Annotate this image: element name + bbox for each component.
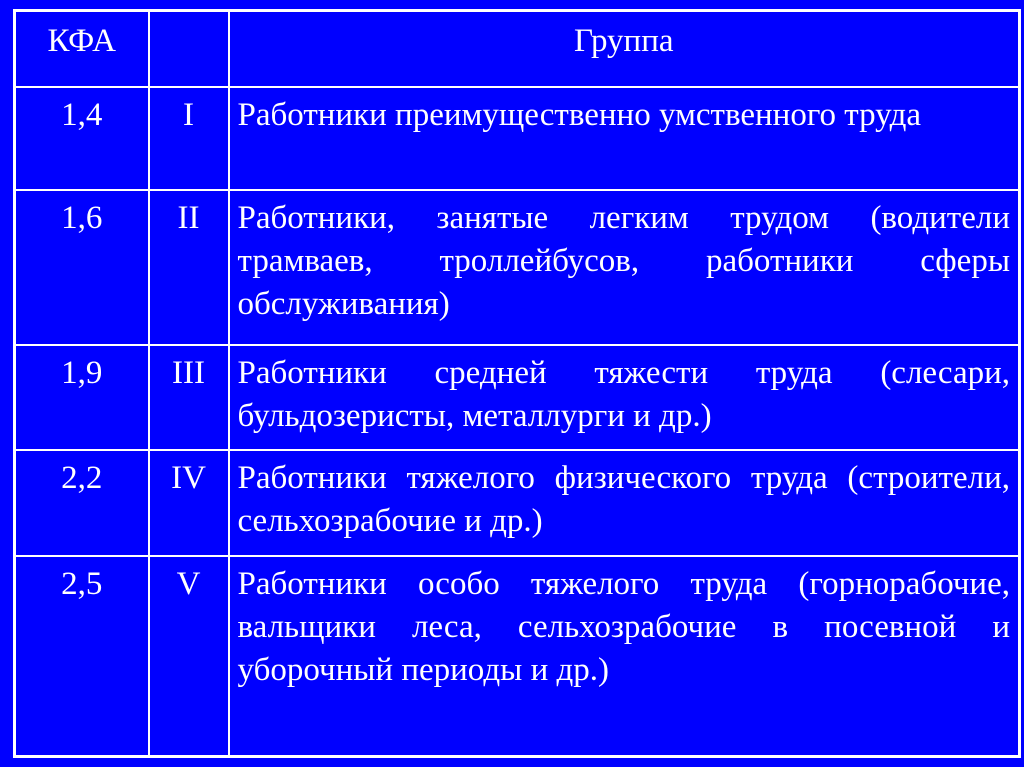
group-number: I [149, 87, 229, 190]
group-number: V [149, 556, 229, 756]
group-description: Работники особо тяжелого труда (горнорабочие, вальщики леса, сельхозрабочие в посевной и уборочный периоды и др.) [229, 556, 1020, 756]
group-number: II [149, 190, 229, 345]
kfa-value: 2,5 [15, 556, 149, 756]
table-row [15, 87, 1020, 190]
kfa-value: 2,2 [15, 450, 149, 556]
group-description: Работники, занятые легким трудом (водители трамваев, троллейбусов, работники сферы обслуживания) [229, 190, 1020, 345]
table-row [15, 556, 1020, 756]
table-body [15, 87, 1020, 756]
header-row [15, 11, 1020, 88]
group-description: Работники тяжелого физического труда (строители, сельхозрабочие и др.) [229, 450, 1020, 556]
header-kfa: КФА [15, 11, 149, 88]
table-row [15, 190, 1020, 345]
table-row [15, 450, 1020, 556]
header-group-number [149, 11, 229, 88]
kfa-value: 1,6 [15, 190, 149, 345]
table-row [15, 345, 1020, 450]
kfa-value: 1,4 [15, 87, 149, 190]
group-description: Работники преимущественно умственного труда [229, 87, 1020, 190]
group-number: IV [149, 450, 229, 556]
header-group: Группа [229, 11, 1020, 88]
kfa-table [13, 9, 1021, 758]
group-description: Работники средней тяжести труда (слесари, бульдозеристы, металлурги и др.) [229, 345, 1020, 450]
table-header [15, 11, 1020, 88]
group-number: III [149, 345, 229, 450]
kfa-value: 1,9 [15, 345, 149, 450]
